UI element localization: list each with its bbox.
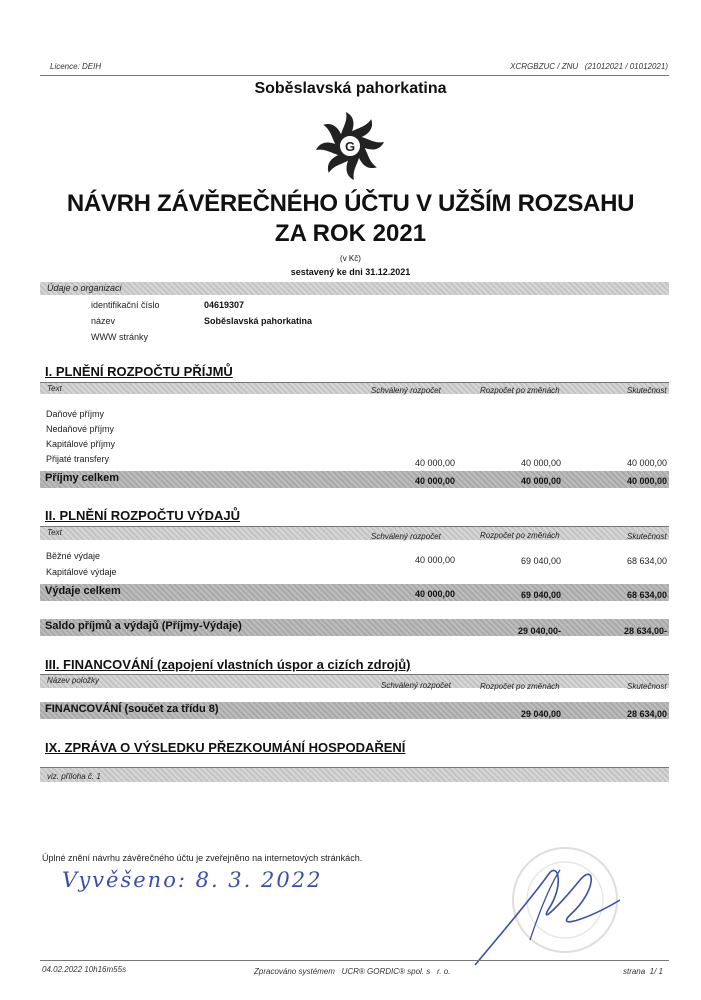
section1-title: I. PLNĚNÍ ROZPOČTU PŘÍJMŮ: [45, 364, 233, 379]
org-section-label: Údaje o organizaci: [47, 283, 122, 293]
unit-note: (v Kč): [340, 254, 361, 263]
table-cell-actual: 40 000,00: [626, 458, 667, 468]
table-row-label: Daňové příjmy: [46, 409, 105, 419]
org-name-value: Soběslavská pahorkatina: [204, 316, 313, 326]
section2-total-approved: 40 000,00: [414, 589, 455, 599]
section1-col-actual: Skutečnost: [627, 386, 667, 395]
table-cell-changed: 69 040,00: [520, 556, 561, 566]
table-row-label: Kapitálové příjmy: [46, 439, 116, 449]
handwritten-posted-note: Vyvěšeno: 8. 3. 2022: [62, 868, 323, 892]
table-row-label: Nedaňové příjmy: [46, 424, 115, 434]
main-title-line2: ZA ROK 2021: [274, 220, 427, 247]
footer-timestamp: 04.02.2022 10h16m55s: [42, 965, 127, 974]
table-cell-actual: 68 634,00: [626, 556, 667, 566]
report-code: XCRGBZUC / ZNU (21012021 / 01012021): [510, 62, 668, 71]
section2-header-bar: [40, 527, 669, 540]
section3-total-label: FINANCOVÁNÍ (součet za třídu 8): [45, 703, 219, 715]
saldo-label: Saldo příjmů a výdajů (Příjmy-Výdaje): [45, 620, 242, 632]
section9-note-bar: [40, 768, 669, 782]
section1-col-text: Text: [47, 384, 62, 393]
section3-total-actual: 28 634,00: [626, 709, 667, 719]
section3-title: III. FINANCOVÁNÍ (zapojení vlastních úspor a cizích zdrojů): [45, 657, 411, 672]
org-name-label: název: [91, 316, 116, 326]
section1-total-label: Příjmy celkem: [45, 472, 119, 484]
section1-col-approved: Schválený rozpočet: [371, 386, 441, 395]
section9-title: IX. ZPRÁVA O VÝSLEDKU PŘEZKOUMÁNÍ HOSPODAŘENÍ: [45, 740, 406, 755]
pinwheel-logo-icon: [314, 110, 386, 182]
section1-header-bar: [40, 383, 669, 394]
section3-col-actual: Skutečnost: [627, 682, 667, 691]
table-row-label: Přijaté transfery: [46, 454, 110, 464]
org-www-label: WWW stránky: [91, 332, 148, 342]
logo-letter: G: [344, 139, 356, 154]
org-section-bar: [40, 282, 669, 295]
section1-total-approved: 40 000,00: [414, 476, 455, 486]
license-label: Licence: DEIH: [50, 62, 102, 71]
table-cell-changed: 40 000,00: [520, 458, 561, 468]
section3-header-bar: [40, 675, 669, 688]
main-title-line1: NÁVRH ZÁVĚREČNÉHO ÚČTU V UŽŠÍM ROZSAHU: [66, 190, 635, 217]
section3-total-changed: 29 040,00: [520, 709, 561, 719]
section2-total-changed: 69 040,00: [520, 590, 561, 600]
footer-page: strana 1/ 1: [622, 967, 663, 976]
section2-total-actual: 68 634,00: [626, 590, 667, 600]
table-row-label: Kapitálové výdaje: [46, 567, 117, 577]
footer-divider: [40, 960, 669, 961]
signature-image: [470, 840, 650, 970]
table-row-label: Běžné výdaje: [46, 551, 101, 561]
section3-col-text: Název položky: [47, 676, 100, 685]
section1-total-changed: 40 000,00: [520, 476, 561, 486]
table-cell-approved: 40 000,00: [414, 555, 455, 565]
section3-col-changed: Rozpočet po změnách: [480, 682, 560, 691]
org-id-value: 04619307: [204, 300, 245, 310]
org-title: Soběslavská pahorkatina: [254, 80, 447, 97]
section1-col-changed: Rozpočet po změnách: [480, 386, 560, 395]
section2-title: II. PLNĚNÍ ROZPOČTU VÝDAJŮ: [45, 508, 241, 523]
section3-col-approved: Schválený rozpočet: [381, 681, 451, 690]
section2-col-text: Text: [47, 528, 62, 537]
section2-total-label: Výdaje celkem: [45, 585, 121, 597]
section2-col-approved: Schválený rozpočet: [371, 532, 441, 541]
header-divider: [40, 75, 669, 76]
compiled-note: sestavený ke dni 31.12.2021: [290, 267, 411, 277]
full-text-note: Úplné znění návrhu závěrečného účtu je zveřejněno na internetových stránkách.: [42, 853, 363, 863]
saldo-actual: 28 634,00-: [623, 626, 667, 636]
footer-system: Zpracováno systémem UCR® GORDIC® spol. s r. o.: [254, 967, 451, 976]
table-cell-approved: 40 000,00: [414, 458, 455, 468]
org-id-label: identifikační číslo: [91, 300, 160, 310]
section9-note: viz. příloha č. 1: [47, 772, 101, 781]
section2-col-changed: Rozpočet po změnách: [480, 531, 560, 540]
saldo-changed: 29 040,00-: [517, 626, 561, 636]
section1-total-actual: 40 000,00: [626, 476, 667, 486]
section2-col-actual: Skutečnost: [627, 532, 667, 541]
